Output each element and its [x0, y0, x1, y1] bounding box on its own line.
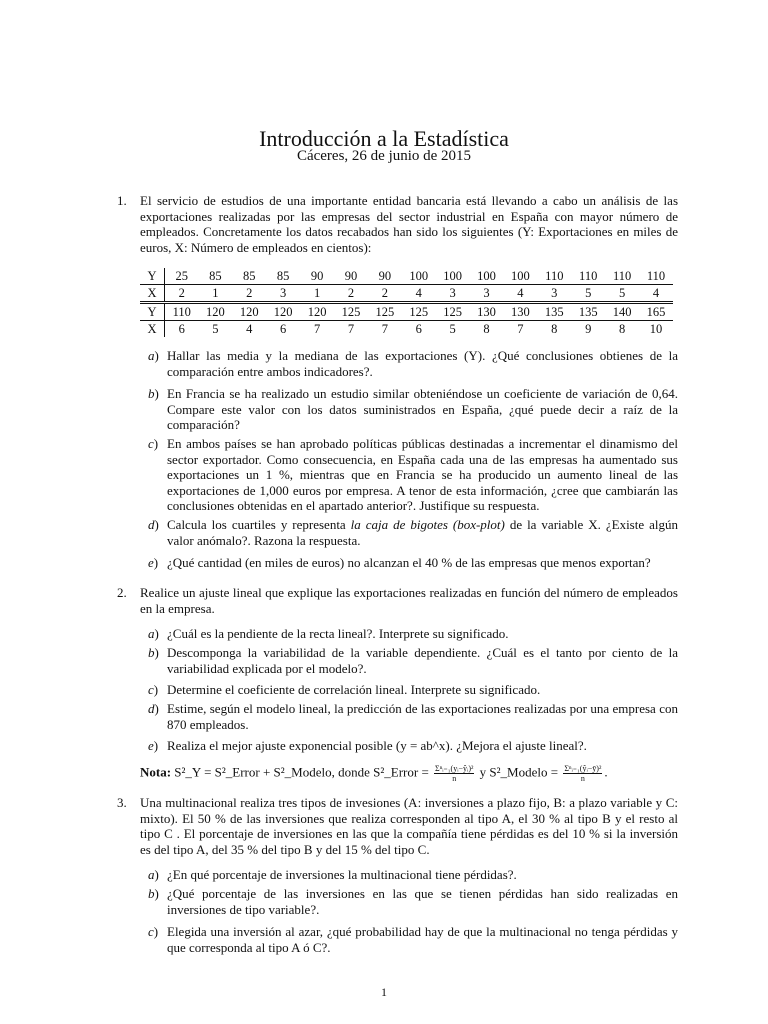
q1-item-d-text: Calcula los cuartiles y representa la caja de bigotes (box-plot) de la variable X. ¿Existe algún valor anómalo?. Razona la respuesta. — [167, 517, 678, 548]
q2-item-d-label: d) — [148, 701, 159, 716]
table-cell: 100 — [402, 268, 436, 285]
formula-note: Nota: S²_Y = S²_Error + S²_Modelo, donde S²_Error = $\frac{\text{Σⁿᵢ₌₁(yᵢ−ŷᵢ)²}}{n}$ y S²_Modelo = $\frac{\text{Σⁿᵢ₌₁(ŷᵢ−ȳ)²}}{n}$ . — [140, 764, 608, 783]
q2-item-e-label: e) — [148, 738, 159, 753]
table-cell: 3 — [537, 285, 571, 303]
table-cell: 120 — [300, 303, 334, 321]
question-1-number: 1. — [117, 193, 127, 208]
table-cell: 7 — [381, 322, 388, 336]
table-row-y2 — [140, 303, 673, 321]
table-row-y1 — [140, 268, 673, 285]
question-3-number: 3. — [117, 795, 127, 810]
table-cell: 90 — [300, 268, 334, 285]
q3-item-b-text: ¿Qué porcentaje de las inversiones en las que se tienen pérdidas han sido realizadas en inversiones de tipo variable?. — [167, 886, 678, 917]
document-title: Introducción a la Estadística — [259, 126, 509, 151]
table-cell: 120 — [266, 303, 300, 321]
q2-item-e-text: Realiza el mejor ajuste exponencial posible (y = ab^x). ¿Mejora el ajuste lineal?. — [167, 738, 587, 753]
document-subtitle: Cáceres, 26 de junio de 2015 — [296, 148, 472, 164]
table-cell: 110 — [605, 268, 639, 285]
table-cell: 1 — [198, 285, 232, 303]
table-cell: 165 — [639, 303, 673, 321]
table-cell: 2 — [334, 285, 368, 303]
table-cell: 4 — [503, 285, 537, 303]
table-row-x1 — [140, 285, 673, 303]
table-cell: 4 — [246, 322, 253, 336]
table-cell: 120 — [198, 303, 232, 321]
question-2-text: Realice un ajuste lineal que explique las exportaciones realizadas en función del número de empleados en la empresa. — [140, 585, 678, 616]
table-cell: 125 — [334, 303, 368, 321]
table-cell: 7 — [347, 322, 355, 336]
table-cell: 100 — [436, 268, 470, 285]
row-header-x: X — [140, 285, 165, 303]
table-row-x2 — [140, 321, 673, 338]
table-cell: 85 — [232, 268, 266, 285]
q2-item-a-label: a) — [148, 626, 159, 641]
error-variance-lhs: S²_Error = — [373, 764, 433, 780]
table-cell: 3 — [266, 285, 300, 303]
table-cell: 135 — [537, 303, 571, 321]
model-variance-lhs: S²_Modelo = — [489, 764, 562, 780]
q2-item-d-text: Estime, según el modelo lineal, la predicción de las exportaciones realizadas por una empresa con 870 empleados. — [167, 701, 678, 732]
table-cell: 90 — [334, 268, 368, 285]
table-cell: 125 — [368, 303, 402, 321]
q2-item-c-text: Determine el coeficiente de correlación lineal. Interprete su significado. — [167, 682, 541, 697]
table-cell: 5 — [571, 285, 605, 303]
table-cell: 2 — [368, 285, 402, 303]
page-number: 1 — [381, 985, 387, 999]
q3-item-c-text: Elegida una inversión al azar, ¿qué probabilidad hay de que la multinacional no tenga pérdidas y que corresponda al tipo A ó C?. — [167, 924, 678, 955]
q3-item-b-label: b) — [148, 886, 159, 901]
table-cell: 9 — [585, 322, 592, 336]
table-cell: 2 — [232, 285, 266, 303]
q1-item-b-label: b) — [148, 386, 159, 401]
q3-item-a-text: ¿En qué porcentaje de inversiones la multinacional tiene pérdidas?. — [167, 867, 517, 882]
q1-item-a-text: Hallar las media y la mediana de las exportaciones (Y). ¿Qué conclusiones obtienes de la comparación entre ambos indicadores?. — [167, 348, 678, 379]
question-3-text: Una multinacional realiza tres tipos de invesiones (A: inversiones a plazo fijo, B: a plazo variable y C: mixto). El 50 % de las inversiones que realiza corresponden al tipo A, el 30 % al tipo B y el resto al tipo C . El porcentaje de inversiones en las que la compañía tiene pérdidas es del 10 % si la inversión es del tipo A, del 35 % del tipo B y del 15 % del tipo C. — [140, 795, 678, 857]
table-cell: 90 — [368, 268, 402, 285]
table-cell: 5 — [605, 285, 639, 303]
table-cell: 85 — [198, 268, 232, 285]
q1-item-d-label: d) — [148, 517, 159, 532]
q3-item-c-label: c) — [148, 924, 159, 939]
table-cell: 25 — [165, 268, 199, 285]
table-cell: 100 — [470, 268, 504, 285]
table-cell: 10 — [649, 322, 663, 336]
q1-item-b-text: En Francia se ha realizado un estudio similar obteniéndose un coeficiente de variación de 0,64. Compare este valor con los datos suministrados en España, ¿qué puede decir a raíz de la comparación? — [167, 386, 678, 433]
table-cell: 1 — [300, 285, 334, 303]
table-cell: 6 — [178, 322, 185, 336]
table-cell: 7 — [313, 322, 321, 336]
table-cell: 110 — [165, 303, 199, 321]
table-cell: 130 — [470, 303, 504, 321]
table-cell: 8 — [483, 322, 490, 336]
table-cell: 3 — [436, 285, 470, 303]
q2-item-a-text: ¿Cuál es la pendiente de la recta lineal?. Interprete su significado. — [167, 626, 509, 641]
error-variance-fraction: $\frac{\text{Σⁿᵢ₌₁(yᵢ−ŷᵢ)²}}{n}$ — [435, 764, 474, 783]
table-cell: 100 — [503, 268, 537, 285]
note-label: Nota: — [140, 764, 172, 780]
table-cell: 2 — [165, 285, 199, 303]
table-cell: 8 — [618, 322, 626, 336]
table-cell: 110 — [571, 268, 605, 285]
question-2-number: 2. — [117, 585, 127, 600]
table-cell: 5 — [212, 322, 219, 336]
row-header-y: Y — [140, 268, 165, 285]
row-header-y: Y — [140, 303, 165, 321]
table-cell: 5 — [449, 322, 456, 336]
q1-item-e-label: e) — [148, 555, 159, 570]
table-cell: 8 — [551, 322, 558, 336]
table-cell: 110 — [537, 268, 571, 285]
q1-item-c-label: c) — [148, 436, 159, 451]
table-cell: 125 — [436, 303, 470, 321]
table-cell: 3 — [470, 285, 504, 303]
table-cell: 85 — [266, 268, 300, 285]
table-cell: 7 — [517, 322, 524, 336]
q1-item-a-label: a) — [148, 348, 159, 363]
data-table — [140, 268, 673, 337]
row-header-x: X — [140, 321, 165, 338]
table-cell: 110 — [639, 268, 673, 285]
table-cell: 135 — [571, 303, 605, 321]
table-cell: 4 — [639, 285, 673, 303]
q2-item-b-text: Descomponga la variabilidad de la variable dependiente. ¿Cuál es el tanto por ciento de la variabilidad explicada por el modelo?. — [167, 645, 678, 676]
variance-decomposition-formula: S²_Y = S²_Error + S²_Modelo — [174, 764, 332, 780]
q2-item-b-label: b) — [148, 645, 159, 660]
q1-item-c-text: En ambos países se han aprobado políticas públicas destinadas a incrementar el dinamismo del sector exportador. Como consecuencia, en España cada una de las empresas ha aumentado sus exportaciones un 1 %, mientras que en Francia se ha producido un aumento lineal de las exportaciones de 1,000 euros por empresa. A tenor de esta información, ¿cree que cambiarán las conclusiones obtenidas en el apartado anterior?. Justifique su respuesta. — [167, 436, 678, 514]
table-cell: 6 — [280, 322, 287, 336]
table-cell: 130 — [503, 303, 537, 321]
table-cell: 120 — [232, 303, 266, 321]
question-1-text: El servicio de estudios de una importante entidad bancaria está llevando a cabo un análisis de las exportaciones realizadas por las empresas del sector industrial en España con mayor número de empleados. Concretamente los datos recabados han sido los siguientes (Y: Exportaciones en miles de euros, X: Número de empleados en cientos): — [140, 193, 678, 255]
table-cell: 6 — [415, 322, 422, 336]
q2-item-c-label: c) — [148, 682, 159, 697]
q1-item-e-text: ¿Qué cantidad (en miles de euros) no alcanzan el 40 % de las empresas que menos exportan? — [167, 555, 651, 570]
model-variance-fraction: $\frac{\text{Σⁿᵢ₌₁(ŷᵢ−ȳ)²}}{n}$ — [564, 764, 602, 783]
table-cell: 140 — [605, 303, 639, 321]
table-cell: 4 — [402, 285, 436, 303]
table-cell: 125 — [402, 303, 436, 321]
q3-item-a-label: a) — [148, 867, 159, 882]
